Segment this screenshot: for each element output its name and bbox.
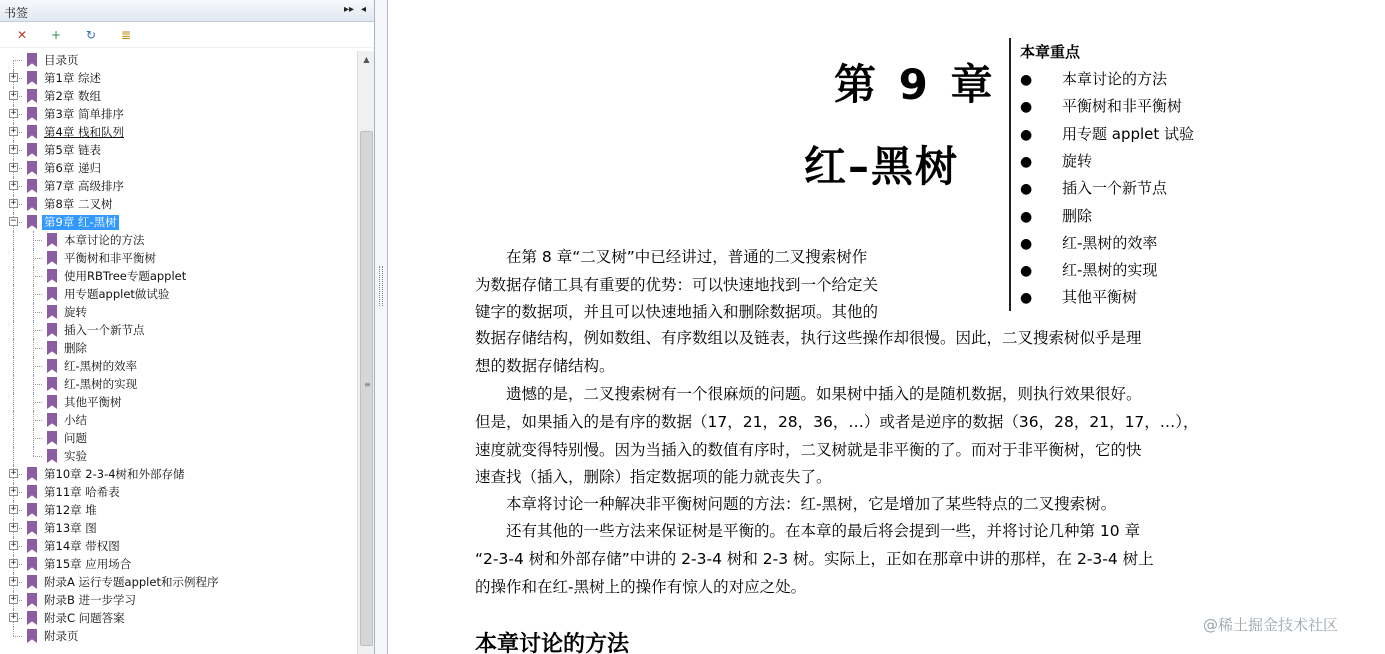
text-line: 键字的数据项，并且可以快速地插入和删除数据项。其他的 bbox=[475, 303, 879, 321]
chapter-title: 红–黑树 bbox=[804, 142, 960, 191]
tree-line bbox=[33, 402, 42, 403]
expand-icon[interactable]: + bbox=[10, 108, 17, 118]
bullet-icon: ● bbox=[1020, 99, 1033, 116]
bookmark-label: 问题 bbox=[64, 431, 87, 445]
bookmark-icon bbox=[27, 539, 37, 553]
tree-line bbox=[33, 294, 42, 295]
bookmark-label: 第10章 2-3-4树和外部存储 bbox=[44, 467, 185, 481]
text-line: 遗憾的是，二叉搜索树有一个很麻烦的问题。如果树中插入的是随机数据，则执行效果很好。 bbox=[475, 385, 1142, 403]
tree-line bbox=[13, 285, 14, 303]
key-point bbox=[1020, 69, 1167, 90]
bookmark-scrollbar[interactable] bbox=[357, 51, 374, 654]
key-point bbox=[1020, 96, 1182, 117]
bookmark-item[interactable] bbox=[0, 519, 357, 537]
bookmark-icon bbox=[27, 197, 37, 211]
bookmark-icon bbox=[47, 431, 57, 445]
bookmark-label: 第8章 二叉树 bbox=[44, 197, 113, 211]
bookmark-icon bbox=[47, 251, 57, 265]
expand-icon[interactable]: + bbox=[10, 504, 17, 514]
expand-icon[interactable]: + bbox=[10, 126, 17, 136]
bookmark-item[interactable] bbox=[0, 69, 357, 87]
tree-line bbox=[33, 258, 42, 259]
bookmark-label: 第12章 堆 bbox=[44, 503, 97, 517]
tree-line bbox=[33, 348, 42, 349]
bookmark-item[interactable] bbox=[0, 483, 357, 501]
panel-options-icon[interactable]: ▸▸ bbox=[344, 4, 355, 15]
bookmark-item[interactable] bbox=[0, 609, 357, 627]
bookmark-label: 附录A 运行专题applet和示例程序 bbox=[44, 575, 219, 589]
tree-line bbox=[13, 339, 14, 357]
tree-line bbox=[13, 429, 14, 447]
bookmark-label: 红-黑树的实现 bbox=[64, 377, 138, 391]
bookmark-label: 第3章 简单排序 bbox=[44, 107, 124, 121]
key-point bbox=[1020, 287, 1137, 308]
bookmark-label: 第15章 应用场合 bbox=[44, 557, 132, 571]
key-point-text: 其他平衡树 bbox=[1062, 288, 1138, 307]
bookmark-icon bbox=[47, 269, 57, 283]
expand-icon[interactable]: + bbox=[10, 162, 17, 172]
bullet-icon: ● bbox=[1020, 235, 1033, 252]
expand-icon[interactable]: + bbox=[10, 486, 17, 496]
bookmark-toolbar bbox=[0, 22, 374, 48]
tree-line bbox=[33, 420, 42, 421]
bookmark-icon bbox=[47, 449, 57, 463]
expand-icon[interactable]: + bbox=[10, 90, 17, 100]
bookmark-properties-icon[interactable]: ≣ bbox=[120, 28, 132, 42]
bookmark-icon bbox=[27, 179, 37, 193]
key-point-text: 红-黑树的效率 bbox=[1062, 233, 1158, 252]
bookmark-label: 其他平衡树 bbox=[64, 395, 122, 409]
expand-icon[interactable]: + bbox=[10, 144, 17, 154]
expand-icon[interactable]: + bbox=[10, 468, 17, 478]
bullet-icon: ● bbox=[1020, 263, 1033, 280]
bookmarks-panel bbox=[0, 0, 375, 654]
bookmark-icon bbox=[47, 323, 57, 337]
key-point-text: 红-黑树的实现 bbox=[1062, 261, 1158, 280]
tree-line bbox=[13, 60, 22, 61]
bullet-icon: ● bbox=[1020, 290, 1033, 307]
bookmark-subitem[interactable] bbox=[0, 357, 357, 375]
bookmark-label: 第13章 图 bbox=[44, 521, 97, 535]
tree-line bbox=[13, 249, 14, 267]
bookmark-subitem[interactable] bbox=[0, 267, 357, 285]
panel-title: 书签 bbox=[4, 6, 29, 20]
tree-line bbox=[13, 357, 14, 375]
key-point bbox=[1020, 151, 1092, 172]
find-bookmark-icon[interactable]: ↻ bbox=[85, 28, 97, 42]
bookmark-icon bbox=[47, 287, 57, 301]
bookmark-item[interactable] bbox=[0, 195, 357, 213]
text-line: 为数据存储工具有重要的优势：可以快速地找到一个给定关 bbox=[475, 276, 879, 294]
bookmark-item[interactable] bbox=[0, 51, 357, 69]
panel-splitter[interactable] bbox=[375, 0, 388, 654]
bookmark-icon bbox=[47, 359, 57, 373]
key-point bbox=[1020, 178, 1167, 199]
bookmark-label: 附录B 进一步学习 bbox=[44, 593, 137, 607]
tree-line bbox=[33, 438, 42, 439]
key-point-text: 平衡树和非平衡树 bbox=[1062, 97, 1183, 116]
bookmark-label: 第5章 链表 bbox=[44, 143, 101, 157]
bookmark-icon bbox=[27, 161, 37, 175]
text-line: 但是，如果插入的是有序的数据（17，21，28，36，…）或者是逆序的数据（36，28，21，17，…）， bbox=[475, 413, 1199, 431]
tree-line bbox=[13, 627, 14, 636]
panel-collapse-icon[interactable]: ◂ bbox=[361, 4, 367, 15]
bookmark-item[interactable] bbox=[0, 141, 357, 159]
tree-line bbox=[13, 447, 14, 465]
bookmark-subitem[interactable] bbox=[0, 249, 357, 267]
tree-line bbox=[13, 303, 14, 321]
bookmark-subitem[interactable] bbox=[0, 411, 357, 429]
tree-line bbox=[33, 276, 42, 277]
key-point bbox=[1020, 124, 1194, 145]
bookmark-subitem[interactable] bbox=[0, 447, 357, 465]
delete-bookmark-icon[interactable]: ✕ bbox=[16, 28, 28, 42]
scroll-up-icon[interactable]: ▲ bbox=[363, 55, 370, 64]
bookmark-label: 旋转 bbox=[64, 305, 87, 319]
chapter-number: 第 9 章 bbox=[834, 60, 997, 109]
bookmark-label: 第7章 高级排序 bbox=[44, 179, 124, 193]
bookmark-subitem[interactable] bbox=[0, 339, 357, 357]
tree-line bbox=[33, 330, 42, 331]
bookmark-subitem[interactable] bbox=[0, 393, 357, 411]
key-point bbox=[1020, 206, 1092, 227]
bookmark-label: 附录C 问题答案 bbox=[44, 611, 125, 625]
expand-icon[interactable]: + bbox=[10, 180, 17, 190]
expand-icon[interactable]: + bbox=[10, 594, 17, 604]
bookmark-label: 第2章 数组 bbox=[44, 89, 101, 103]
key-points-heading: 本章重点 bbox=[1020, 43, 1081, 61]
bookmark-item[interactable] bbox=[0, 159, 357, 177]
bookmark-item[interactable] bbox=[0, 537, 357, 555]
bookmark-subitem[interactable] bbox=[0, 303, 357, 321]
expand-icon[interactable]: + bbox=[10, 612, 17, 622]
expand-icon[interactable]: + bbox=[10, 558, 17, 568]
bookmark-icon bbox=[27, 143, 37, 157]
bookmark-item[interactable] bbox=[0, 213, 357, 231]
expand-icon[interactable]: + bbox=[10, 72, 17, 82]
tree-line bbox=[33, 456, 42, 457]
bookmark-icon bbox=[27, 557, 37, 571]
bookmark-item[interactable] bbox=[0, 555, 357, 573]
tree-line bbox=[33, 240, 42, 241]
tree-line bbox=[33, 312, 42, 313]
bullet-icon: ● bbox=[1020, 181, 1033, 198]
bullet-icon: ● bbox=[1020, 126, 1033, 143]
bookmark-label: 使用RBTree专题applet bbox=[64, 269, 187, 283]
bookmark-label: 第1章 综述 bbox=[44, 71, 101, 85]
scroll-thumb[interactable] bbox=[360, 131, 373, 646]
bullet-icon: ● bbox=[1020, 72, 1033, 88]
bookmark-icon bbox=[27, 629, 37, 643]
bookmark-label: 小结 bbox=[64, 413, 87, 427]
bookmark-subitem[interactable] bbox=[0, 375, 357, 393]
bookmark-item[interactable] bbox=[0, 465, 357, 483]
bookmark-label: 第6章 递归 bbox=[44, 161, 101, 175]
tree-line bbox=[13, 267, 14, 285]
bookmark-icon bbox=[27, 107, 37, 121]
bookmark-icon bbox=[27, 485, 37, 499]
bookmark-icon bbox=[27, 125, 37, 139]
text-line: 的操作和在红-黑树上的操作有惊人的对应之处。 bbox=[475, 578, 807, 596]
bookmark-label: 平衡树和非平衡树 bbox=[64, 251, 156, 265]
bookmark-icon bbox=[27, 521, 37, 535]
bookmark-item[interactable] bbox=[0, 177, 357, 195]
bookmark-icon bbox=[27, 593, 37, 607]
bookmark-icon bbox=[47, 233, 57, 247]
key-point-text: 本章讨论的方法 bbox=[1062, 70, 1168, 88]
expand-icon[interactable]: + bbox=[10, 522, 17, 532]
bookmark-label: 删除 bbox=[64, 341, 87, 355]
bookmark-label: 附录页 bbox=[44, 629, 79, 643]
tree-line bbox=[13, 636, 22, 637]
key-point-text: 插入一个新节点 bbox=[1062, 179, 1168, 198]
tree-line bbox=[13, 411, 14, 429]
bookmark-subitem[interactable] bbox=[0, 321, 357, 339]
text-line: 速度就变得特别慢。因为当插入的数值有序时，二叉树就是非平衡的了。而对于非平衡树，它的快 bbox=[475, 441, 1142, 459]
bullet-icon: ● bbox=[1020, 153, 1033, 170]
tree-line bbox=[13, 375, 14, 393]
bookmark-item[interactable] bbox=[0, 501, 357, 519]
bookmark-label: 用专题applet做试验 bbox=[64, 287, 170, 301]
bookmark-icon bbox=[47, 341, 57, 355]
watermark: @稀土掘金技术社区 bbox=[1203, 616, 1339, 634]
text-line: 本章将讨论一种解决非平衡树问题的方法：红-黑树，它是增加了某些特点的二叉搜索树。 bbox=[475, 495, 1117, 513]
bookmark-label: 红-黑树的效率 bbox=[64, 359, 138, 373]
text-line: 还有其他的一些方法来保证树是平衡的。在本章的最后将会提到一些，并将讨论几种第 10 章 bbox=[475, 522, 1141, 540]
tree-line bbox=[33, 366, 42, 367]
bookmark-label: 第14章 带权图 bbox=[44, 539, 120, 553]
tree-line bbox=[13, 393, 14, 411]
bookmark-icon bbox=[27, 611, 37, 625]
bookmark-subitem[interactable] bbox=[0, 429, 357, 447]
bookmark-label: 本章讨论的方法 bbox=[64, 233, 145, 247]
bookmark-subitem[interactable] bbox=[0, 231, 357, 249]
key-point bbox=[1020, 233, 1157, 254]
bookmark-label: 第4章 栈和队列 bbox=[44, 125, 124, 139]
tree-line bbox=[33, 384, 42, 385]
key-point-text: 用专题 applet 试验 bbox=[1062, 124, 1195, 143]
bookmark-item[interactable] bbox=[0, 573, 357, 591]
key-points-divider bbox=[1009, 38, 1011, 311]
bookmark-icon bbox=[27, 503, 37, 517]
bookmark-item[interactable] bbox=[0, 627, 357, 645]
text-line: 在第 8 章“二叉树”中已经讲过，普通的二叉搜索树作 bbox=[475, 248, 868, 266]
expand-icon[interactable]: + bbox=[10, 576, 17, 586]
bookmark-icon bbox=[47, 377, 57, 391]
bookmark-tree bbox=[0, 51, 357, 654]
expand-icon[interactable]: + bbox=[10, 198, 17, 208]
bookmark-label: 第9章 红-黑树 bbox=[44, 215, 117, 229]
bullet-icon: ● bbox=[1020, 208, 1033, 225]
bookmark-item[interactable] bbox=[0, 123, 357, 141]
bookmark-item[interactable] bbox=[0, 105, 357, 123]
expand-icon[interactable]: + bbox=[10, 540, 17, 550]
bookmark-item[interactable] bbox=[0, 87, 357, 105]
bookmark-icon bbox=[47, 305, 57, 319]
scroll-grip-icon: ≡ bbox=[364, 380, 371, 389]
bookmark-icon bbox=[27, 467, 37, 481]
bookmark-icon bbox=[27, 71, 37, 85]
add-bookmark-icon[interactable]: + bbox=[50, 28, 62, 42]
bookmark-label: 实验 bbox=[64, 449, 87, 463]
bookmark-icon bbox=[27, 53, 37, 67]
key-point bbox=[1020, 260, 1157, 281]
bookmark-item[interactable] bbox=[0, 591, 357, 609]
bookmark-label: 插入一个新节点 bbox=[64, 323, 145, 337]
panel-header bbox=[0, 0, 374, 22]
section-heading: 本章讨论的方法 bbox=[475, 632, 630, 654]
bookmark-icon bbox=[47, 395, 57, 409]
splitter-grip bbox=[379, 266, 383, 306]
key-point-text: 旋转 bbox=[1062, 151, 1093, 170]
bookmark-icon bbox=[27, 89, 37, 103]
bookmark-subitem[interactable] bbox=[0, 285, 357, 303]
bookmark-label: 目录页 bbox=[44, 53, 79, 67]
text-line: “2-3-4 树和外部存储”中讲的 2-3-4 树和 2-3 树。实际上，正如在那章中讲的那样，在 2-3-4 树上 bbox=[475, 550, 1154, 568]
bookmark-icon bbox=[27, 215, 37, 229]
bookmark-icon bbox=[27, 575, 37, 589]
text-line: 想的数据存储结构。 bbox=[475, 357, 615, 375]
text-line: 速查找（插入，删除）指定数据项的能力就丧失了。 bbox=[475, 468, 832, 486]
bookmark-label: 第11章 哈希表 bbox=[44, 485, 120, 499]
tree-line bbox=[33, 447, 34, 456]
tree-line bbox=[13, 321, 14, 339]
tree-line bbox=[13, 231, 14, 249]
key-point-text: 删除 bbox=[1062, 206, 1093, 225]
collapse-icon[interactable]: − bbox=[10, 216, 17, 226]
text-line: 数据存储结构，例如数组、有序数组以及链表，执行这些操作却很慢。因此，二叉搜索树似乎是理 bbox=[475, 329, 1142, 347]
bookmark-icon bbox=[47, 413, 57, 427]
